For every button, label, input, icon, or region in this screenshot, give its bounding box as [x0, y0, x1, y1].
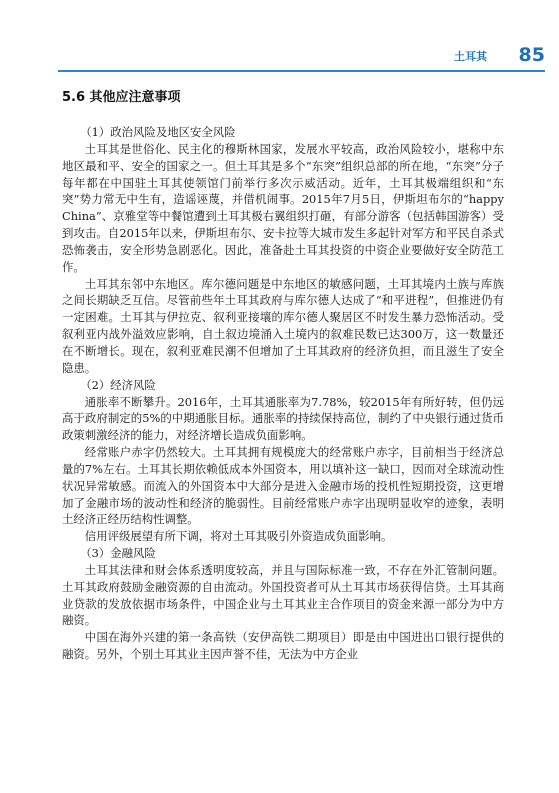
paragraph: 中国在海外兴建的第一条高铁（安伊高铁二期项目）即是由中国进出口银行提供的融资。另外，个别土耳其业主因声誉不佳，无法为中方企业	[62, 630, 504, 662]
paragraph: 土耳其东邻中东地区。库尔德问题是中东地区的敏感问题，土耳其境内土族与库族之间长期缺乏互信。尽管前些年土耳其政府与库尔德人达成了“和平进程”，但推进仍有一定困难。土耳其与伊拉克、叙利亚接壤的库尔德人聚居区不时发生暴力恐怖活动。受叙利亚内战外溢效应影响，自土叙边境涌入土境内的叙难民数已达300万，这一数量还在不断增长。现在，叙利亚难民潮不但增加了土耳其政府的经济负担，而且滋生了安全隐患。	[62, 276, 504, 375]
page-number: 85	[518, 44, 545, 66]
subheading-financial-risk: （3）金融风险	[80, 546, 156, 561]
body-text	[62, 124, 504, 663]
paragraph: 经常账户赤字仍然较大。土耳其拥有规模庞大的经常账户赤字，目前相当于经济总量的7%左右。土耳其长期依赖低成本外国资本，用以填补这一缺口，因而对全球流动性状况异常敏感。而流入的外国资本中大部分是进入金融市场的投机性短期投资，这更增加了金融市场的波动性和经济的脆弱性。目前经常账户赤字出现明显收窄的迹象，表明土经济正经历结构性调整。	[62, 445, 504, 527]
paragraph: 信用评级展望有所下调，将对土耳其吸引外资造成负面影响。	[84, 529, 393, 544]
chapter-header: 土耳其	[454, 50, 487, 63]
paragraph: 土耳其法律和财会体系透明度较高，并且与国际标准一致，不存在外汇管制问题。土耳其政府鼓励金融资源的自由流动。外国投资者可从土耳其市场获得信贷。土耳其商业贷款的发放依据市场条件，中国企业与土耳其业主合作项目的资金来源一部分为中方融资。	[62, 562, 504, 628]
subheading-economic-risk: （2）经济风险	[80, 377, 156, 392]
subheading-political-risk: （1）政治风险及地区安全风险	[80, 125, 236, 139]
section-title: 5.6 其他应注意事项	[62, 90, 181, 105]
header-divider	[58, 70, 545, 72]
paragraph: 土耳其是世俗化、民主化的穆斯林国家，发展水平较高，政治风险较小，堪称中东地区最和平、安全的国家之一。但土耳其是多个“东突”组织总部的所在地，“东突”分子每年都在中国驻土耳其使领馆门前举行多次示威活动。近年，土耳其极端组织和“东突”势力常无中生有，造谣诬蔑，并借机闹事。2015年7月5日，伊斯坦布尔的“happy China”、京雅堂等中餐馆遭到土耳其极右翼组织打砸，有部分游客（包括韩国游客）受到攻击。自2015年以来，伊斯坦布尔、安卡拉等大城市发生多起针对军方和平民自杀式恐怖袭击，安全形势急剧恶化。因此，准备赴土耳其投资的中资企业要做好安全防范工作。	[62, 141, 504, 274]
paragraph: 通胀率不断攀升。2016年，土耳其通胀率为7.78%，较2015年有所好转，但仍远高于政府制定的5%的中期通胀目标。通胀率的持续保持高位，制约了中央银行通过货币政策刺激经济的能力，对经济增长造成负面影响。	[62, 394, 504, 443]
